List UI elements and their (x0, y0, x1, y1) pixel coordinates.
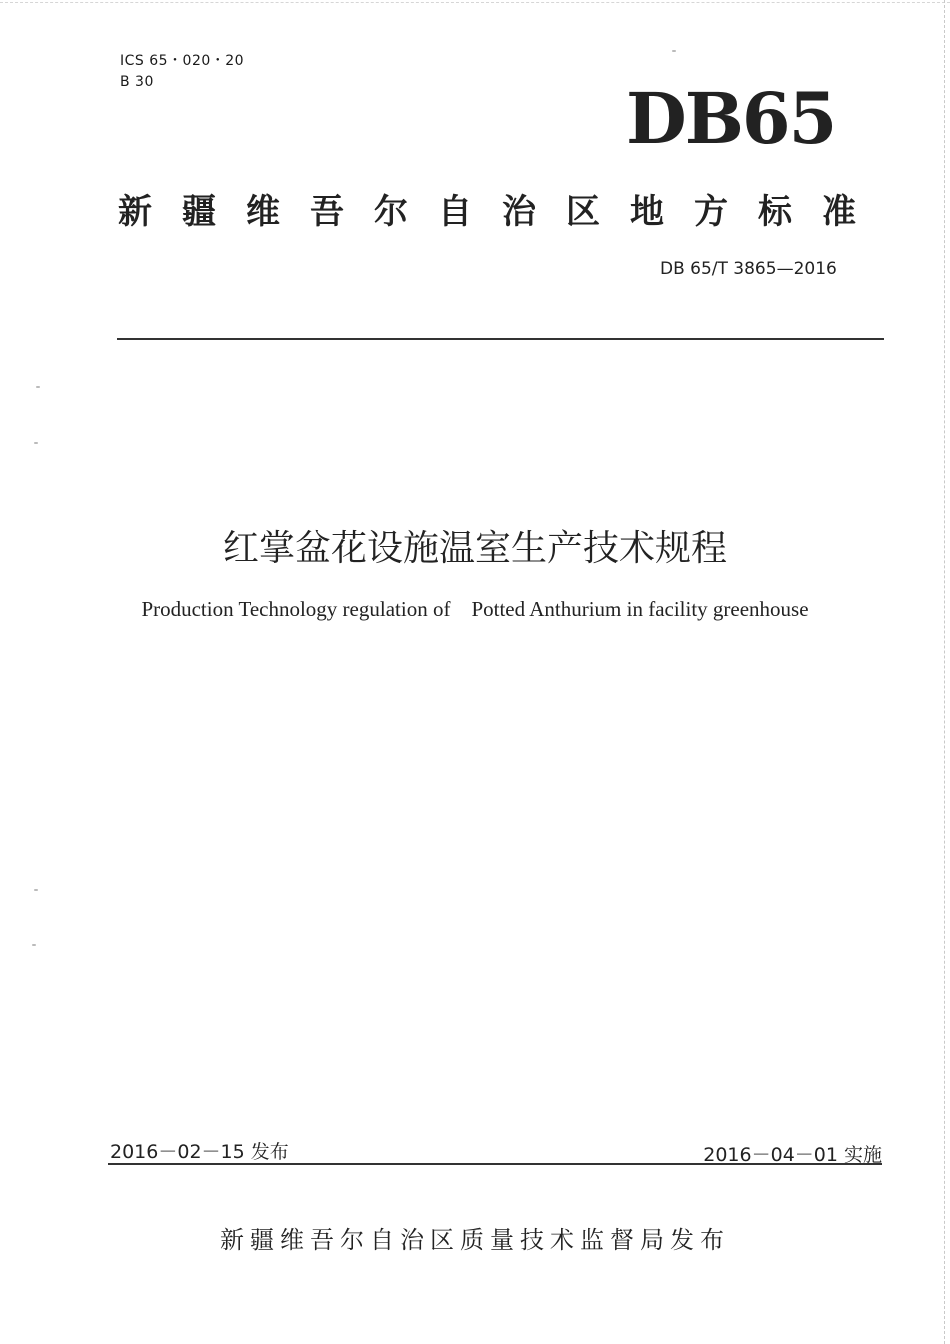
scan-speck (34, 889, 38, 891)
implement-date: 2016－04－01 实施 (703, 1144, 882, 1166)
english-title: Production Technology regulation of Potted Anthurium in facility greenhouse (141, 597, 809, 621)
bottom-divider (108, 1163, 882, 1165)
ics-code: ICS 65・020・20 (120, 53, 245, 69)
scan-speck (672, 50, 676, 52)
scan-speck (36, 386, 40, 388)
db65-logo: DB65 (626, 77, 836, 160)
scan-speck (34, 442, 38, 444)
clc-code: B 30 (120, 74, 154, 90)
scan-speck (32, 944, 36, 946)
top-divider (117, 338, 884, 340)
issuer-type-heading: 新疆维吾尔自治区地方标准 (118, 192, 886, 232)
publish-date: 2016－02－15 发布 (110, 1141, 289, 1163)
publisher-line: 新疆维吾尔自治区质量技术监督局发布 (220, 1226, 730, 1254)
chinese-title: 红掌盆花设施温室生产技术规程 (222, 528, 727, 569)
scan-edge-right (944, 0, 948, 1344)
scan-edge-top (0, 0, 950, 3)
standard-number: DB 65/T 3865—2016 (660, 259, 837, 279)
